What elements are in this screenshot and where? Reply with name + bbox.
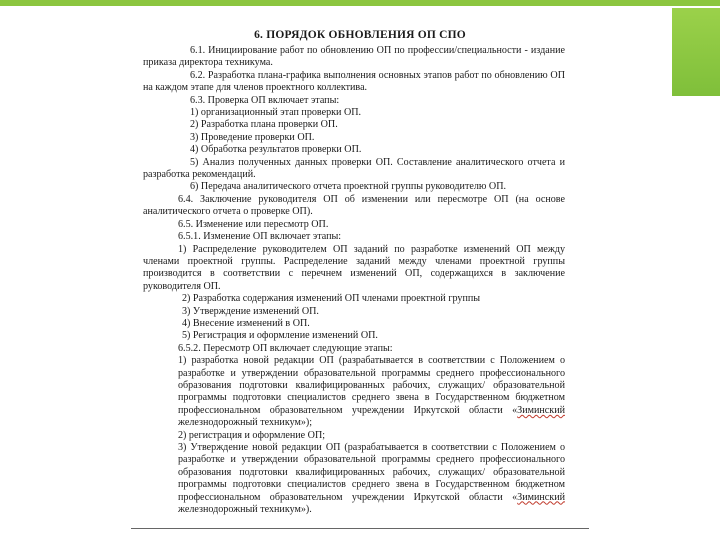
list-item: 3) Проведение проверки ОП. bbox=[190, 131, 315, 143]
document-page bbox=[131, 8, 589, 529]
list-item: 1) организационный этап проверки ОП. bbox=[190, 107, 362, 119]
document-body bbox=[131, 45, 589, 516]
list-item: 3) Утверждение изменений ОП. bbox=[182, 305, 319, 317]
list-item-text-end: железнодорожный техникум»); bbox=[178, 417, 313, 429]
list-item-text: 3) Утверждение новой редакции ОП (разрабатывается в соответствии с Положением о разработке и утверждении образовательной программы среднего профессионального образования подготовки квалифицированных рабочих, служащих/ образовательной программы подготовки специалистов среднего звена в Государственном бюджетном профессиональном образовательном учреждении Иркутской области « bbox=[178, 442, 565, 503]
list-item bbox=[143, 355, 565, 429]
paragraph-6-4 bbox=[143, 194, 565, 219]
paragraph-6-4-text: 6.4. Заключение руководителя ОП об изменении или пересмотре ОП (на основе аналитического отчета о проверке ОП). bbox=[143, 193, 565, 218]
list-item: 4) Внесение изменений в ОП. bbox=[182, 317, 310, 329]
page-title: 6. ПОРЯДОК ОБНОВЛЕНИЯ ОП СПО bbox=[254, 29, 466, 41]
paragraph-6-1: 6.1. Инициирование работ по обновлению ОП по профессии/специальности - издание приказа директора техникума. bbox=[143, 45, 565, 69]
paragraph-6-5-2: 6.5.2. Пересмотр ОП включает следующие этапы: bbox=[178, 342, 393, 354]
paragraph-6-3: 6.3. Проверка ОП включает этапы: bbox=[190, 94, 340, 106]
list-item: 5) Регистрация и оформление изменений ОП. bbox=[182, 330, 378, 342]
college-name: Зиминский bbox=[517, 491, 565, 503]
list-item: 2) Разработка содержания изменений ОП членами проектной группы bbox=[182, 293, 481, 305]
list-item: 5) Анализ полученных данных проверки ОП. Составление аналитического отчета и разработка рекомендаций. bbox=[143, 156, 565, 181]
side-accent-band bbox=[672, 8, 720, 96]
list-item-text-end: железнодорожный техникум»). bbox=[178, 504, 312, 516]
top-accent-bar bbox=[0, 0, 720, 6]
list-item bbox=[143, 442, 565, 516]
paragraph-6-5-1: 6.5.1. Изменение ОП включает этапы: bbox=[178, 231, 342, 243]
college-name: Зиминский bbox=[517, 404, 565, 416]
list-item-text: 1) разработка новой редакции ОП (разрабатывается в соответствии с Положением о разработке и утверждении образовательной программы среднего профессионального образования подготовки квалифицированных рабочих, служащих/ образовательной программы подготовки специалистов среднего звена в Государственном бюджетном профессиональном образовательном учреждении Иркутской области « bbox=[178, 355, 565, 416]
list-item: 6) Передача аналитического отчета проектной группы руководителю ОП. bbox=[190, 181, 507, 193]
list-item: 4) Обработка результатов проверки ОП. bbox=[190, 144, 362, 156]
paragraph-6-2: 6.2. Разработка плана-графика выполнения основных этапов работ по обновлению ОП на каждом этапе для членов проектного коллектива. bbox=[143, 69, 565, 94]
list-item: 1) Распределение руководителем ОП заданий по разработке изменений ОП между членами проектной группы. Распределение заданий между членами проектной группы производится в соответствии с перечнем изменений ОП, содержащихся в заключение руководителя ОП. bbox=[143, 243, 565, 292]
list-item: 2) регистрация и оформление ОП; bbox=[178, 429, 326, 441]
paragraph-6-5: 6.5. Изменение или пересмотр ОП. bbox=[178, 218, 329, 230]
list-item: 2) Разработка плана проверки ОП. bbox=[190, 119, 338, 131]
